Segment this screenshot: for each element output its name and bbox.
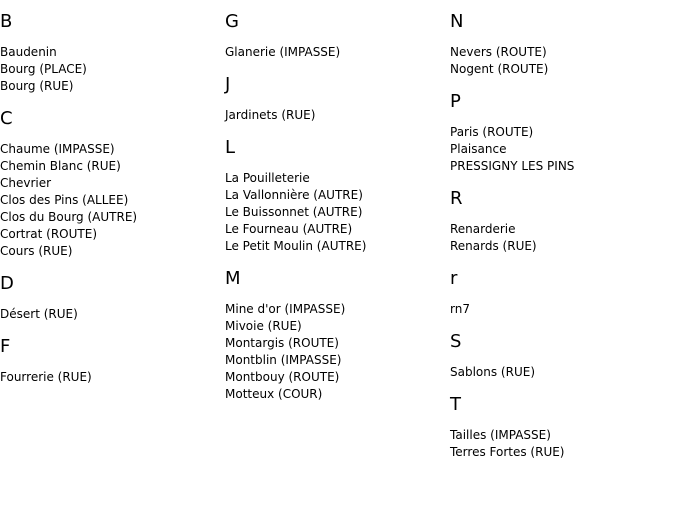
street-link[interactable]: Renarderie bbox=[450, 222, 516, 236]
street-link[interactable]: Montargis (ROUTE) bbox=[225, 336, 339, 350]
street-link[interactable]: Montblin (IMPASSE) bbox=[225, 353, 342, 367]
street-link[interactable]: Terres Fortes (RUE) bbox=[450, 445, 565, 459]
street-link[interactable]: Sablons (RUE) bbox=[450, 365, 536, 379]
letter-group bbox=[450, 332, 670, 381]
street-link[interactable]: Paris (ROUTE) bbox=[450, 125, 534, 139]
street-list bbox=[0, 306, 220, 323]
street-link[interactable]: Baudenin bbox=[0, 45, 57, 59]
letter-group bbox=[450, 92, 670, 175]
street-link[interactable]: Mine d'or (IMPASSE) bbox=[225, 302, 346, 316]
street-list bbox=[450, 301, 670, 318]
letter-heading: R bbox=[450, 188, 463, 209]
letter-heading: F bbox=[0, 336, 11, 357]
street-link[interactable]: Mivoie (RUE) bbox=[225, 319, 302, 333]
letter-group bbox=[0, 109, 220, 260]
street-link[interactable]: La Pouilleterie bbox=[225, 171, 310, 185]
letter-group bbox=[225, 138, 445, 255]
index-column-2 bbox=[225, 12, 445, 417]
street-link[interactable]: Cortrat (ROUTE) bbox=[0, 227, 98, 241]
street-list bbox=[225, 44, 445, 61]
letter-heading: P bbox=[450, 91, 461, 112]
letter-heading: M bbox=[225, 268, 241, 289]
street-list bbox=[450, 124, 670, 175]
letter-heading: J bbox=[225, 74, 231, 95]
street-link[interactable]: Montbouy (ROUTE) bbox=[225, 370, 340, 384]
street-link[interactable]: Le Fourneau (AUTRE) bbox=[225, 222, 353, 236]
letter-group bbox=[0, 12, 220, 95]
letter-heading: B bbox=[0, 11, 13, 32]
street-link[interactable]: rn7 bbox=[450, 302, 470, 316]
street-link[interactable]: Motteux (COUR) bbox=[225, 387, 323, 401]
street-link[interactable]: Clos des Pins (ALLEE) bbox=[0, 193, 129, 207]
street-list bbox=[0, 141, 220, 260]
street-link[interactable]: Fourrerie (RUE) bbox=[0, 370, 92, 384]
street-link[interactable]: Bourg (PLACE) bbox=[0, 62, 87, 76]
street-link[interactable]: Le Petit Moulin (AUTRE) bbox=[225, 239, 367, 253]
street-list bbox=[225, 107, 445, 124]
letter-heading: N bbox=[450, 11, 464, 32]
street-list bbox=[450, 221, 670, 255]
letter-heading: r bbox=[450, 268, 458, 289]
letter-group bbox=[450, 189, 670, 255]
street-link[interactable]: La Vallonnière (AUTRE) bbox=[225, 188, 363, 202]
street-list bbox=[0, 369, 220, 386]
letter-group bbox=[225, 75, 445, 124]
street-list bbox=[225, 170, 445, 255]
street-link[interactable]: PRESSIGNY LES PINS bbox=[450, 159, 575, 173]
street-link[interactable]: Bourg (RUE) bbox=[0, 79, 74, 93]
street-link[interactable]: Chaume (IMPASSE) bbox=[0, 142, 115, 156]
street-link[interactable]: Cours (RUE) bbox=[0, 244, 73, 258]
street-list bbox=[225, 301, 445, 403]
letter-group bbox=[0, 274, 220, 323]
street-link[interactable]: Clos du Bourg (AUTRE) bbox=[0, 210, 138, 224]
letter-heading: L bbox=[225, 137, 236, 158]
letter-group bbox=[225, 269, 445, 403]
street-link[interactable]: Nogent (ROUTE) bbox=[450, 62, 549, 76]
letter-group bbox=[450, 269, 670, 318]
letter-heading: C bbox=[0, 108, 13, 129]
letter-group bbox=[450, 395, 670, 461]
street-link[interactable]: Glanerie (IMPASSE) bbox=[225, 45, 341, 59]
street-link[interactable]: Renards (RUE) bbox=[450, 239, 537, 253]
street-list bbox=[0, 44, 220, 95]
street-link[interactable]: Plaisance bbox=[450, 142, 507, 156]
street-link[interactable]: Chevrier bbox=[0, 176, 52, 190]
letter-group bbox=[450, 12, 670, 78]
letter-heading: T bbox=[450, 394, 461, 415]
street-link[interactable]: Jardinets (RUE) bbox=[225, 108, 316, 122]
street-list bbox=[450, 44, 670, 78]
letter-group bbox=[0, 337, 220, 386]
letter-heading: D bbox=[0, 273, 14, 294]
letter-heading: S bbox=[450, 331, 462, 352]
street-link[interactable]: Nevers (ROUTE) bbox=[450, 45, 547, 59]
index-column-1 bbox=[0, 12, 220, 400]
street-link[interactable]: Tailles (IMPASSE) bbox=[450, 428, 551, 442]
street-list bbox=[450, 364, 670, 381]
letter-heading: G bbox=[225, 11, 239, 32]
street-list bbox=[450, 427, 670, 461]
street-link[interactable]: Le Buissonnet (AUTRE) bbox=[225, 205, 363, 219]
street-link[interactable]: Désert (RUE) bbox=[0, 307, 78, 321]
letter-group bbox=[225, 12, 445, 61]
street-link[interactable]: Chemin Blanc (RUE) bbox=[0, 159, 121, 173]
index-column-3 bbox=[450, 12, 670, 475]
